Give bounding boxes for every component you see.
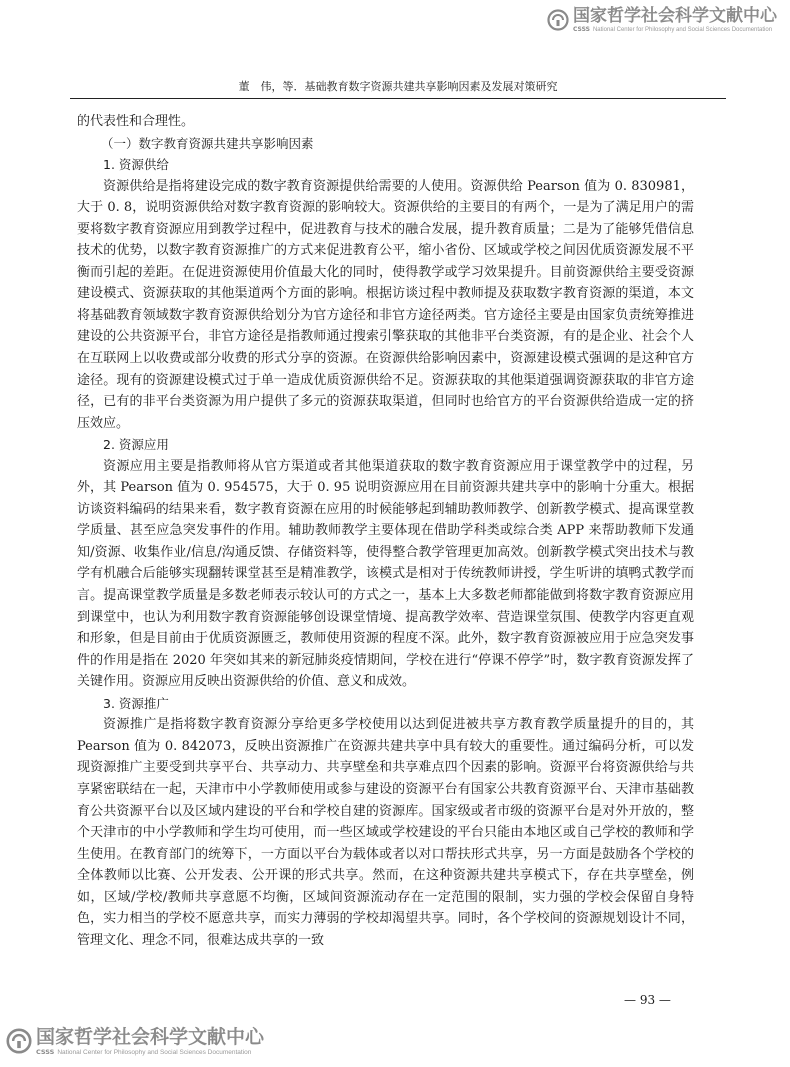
watermark-abbr: CSSS: [36, 1048, 55, 1056]
csss-emblem-icon: [6, 1028, 32, 1054]
section-heading: （一）数字教育资源共建共享影响因素: [101, 135, 314, 151]
watermark-abbr: CSSS: [573, 26, 590, 33]
subsection-heading-supply: 1. 资源供给: [103, 157, 169, 173]
running-head: 董 伟，等．基础教育数字资源共建共享影响因素及发展对策研究: [238, 80, 558, 93]
paragraph-promotion: 资源推广是指将数字教育资源分享给更多学校使用以达到促进被共享方教育教学质量提升的目的，其 Pearson 值为 0. 842073，反映出资源推广在资源共建共享中具有较大的重要性。通过编码分析，可以发现资源推广主要受到共享平台、共享动力、共享壁垒和共享难点四个因素的影响。资源平台将资源供给与共享紧密联结在一起，天津市中小学教师使用或参与建设的资源平台有国家公共教育资源平台、天津市基础教育公共资源平台以及区域内建设的平台和学校自建的资源库。国家级或者市级的资源平台是对外开放的，整个天津市的中小学教师和学生均可使用，而一些区域或学校建设的平台只能由本地区或自己学校的教师和学生使用。在教育部门的统筹下，一方面以平台为载体或者以对口帮扶形式共享，另一方面是鼓励各个学校的全体教师以比赛、公开发表、公开课的形式共享。然而，在这种资源共建共享模式下，存在共享壁垒，例如，区域/学校/教师共享意愿不均衡，区域间资源流动存在一定范围的限制，实力强的学校会保留自身特色，实力相当的学校不愿意共享，而实力薄弱的学校却渴望共享。同时，各个学校间的资源规划设计不同，管理文化、理念不同，很难达成共享的一致: [77, 717, 694, 948]
paragraph-application: 资源应用主要是指教师将从官方渠道或者其他渠道获取的数字教育资源应用于课堂教学中的过程，另外，其 Pearson 值为 0. 954575，大于 0. 95 说明资源应用在目前资源共建共享中的影响十分重大。根据访谈资料编码的结果来看，数字教育资源在应用的时候能够起到辅助教师教学、创新教学模式、提高课堂教学质量、甚至应急突发事件的作用。辅助教师教学主要体现在借助学科类或综合类 APP 来帮助教师下发通知/资源、收集作业/信息/沟通反馈、存储资料等，使得整合教学管理更加高效。创新教学模式突出技术与教学有机融合后能够实现翻转课堂甚至是精准教学，该模式是相对于传统教师讲授，学生听讲的填鸭式教学而言。提高课堂教学质量是多数老师表示较认可的方式之一，基本上大多数老师都能做到将数字教育资源应用到课堂中，也认为利用数字教育资源能够创设课堂情境、提高教学效率、营造课堂氛围、使教学内容更直观和形象，但是目前由于优质资源匮乏，教师使用资源的程度不深。此外，数字教育资源被应用于应急突发事件的作用是指在 2020 年突如其来的新冠肺炎疫情期间，学校在进行“停课不停学”时，数字教育资源发挥了关键作用。资源应用反映出资源供给的价值、意义和成效。: [77, 458, 694, 690]
subsection-heading-promotion: 3. 资源推广: [103, 695, 169, 711]
watermark-logo-bottom: [6, 1026, 264, 1056]
continued-text: 的代表性和合理性。: [77, 114, 195, 129]
article-body: [77, 111, 694, 951]
csss-emblem-icon: [547, 9, 569, 31]
watermark-name-en: National Center for Philosophy and Social Sciences Documentation: [57, 1048, 252, 1056]
watermark-name-cn: 国家哲学社会科学文献中心: [573, 6, 777, 26]
watermark-name-en: National Center for Philosophy and Social Sciences Documentation: [592, 26, 773, 33]
page-number: — 93 —: [624, 993, 671, 1007]
paragraph-supply: 资源供给是指将建设完成的数字教育资源提供给需要的人使用。资源供给 Pearson 值为 0. 830981，大于 0. 8，说明资源供给对数字教育资源的影响较大。资源供给的主要目的有两个，一是为了满足用户的需要将数字教育资源应用到教学过程中，促进教育与技术的融合发展，提升教育质量；二是为了能够凭借信息技术的优势，以数字教育资源推广的方式来促进教育公平，缩小省份、区域或学校之间因优质资源发展不平衡而引起的差距。在促进资源使用价值最大化的同时，使得教学或学习效果提升。目前资源供给主要受资源建设模式、资源获取的其他渠道两个方面的影响。根据访谈过程中教师提及获取数字教育资源的渠道，本文将基础教育领域数字教育资源供给划分为官方途径和非官方途径两类。官方途径主要是由国家负责统筹推进建设的公共资源平台，非官方途径是指教师通过搜索引擎获取的其他非平台类资源，有的是企业、社会个人在互联网上以收费或部分收费的形式分享的资源。在资源供给影响因素中，资源建设模式强调的是这种官方途径。现有的资源建设模式过于单一造成优质资源供给不足。资源获取的其他渠道强调资源获取的非官方途径，已有的非平台类资源为用户提供了多元的资源获取渠道，但同时也给官方的平台资源供给造成一定的挤压效应。: [77, 178, 694, 431]
watermark-logo: [547, 7, 777, 33]
watermark-name-cn: 国家哲学社会科学文献中心: [36, 1026, 265, 1048]
subsection-heading-application: 2. 资源应用: [103, 437, 169, 453]
header-rule: [70, 98, 726, 99]
